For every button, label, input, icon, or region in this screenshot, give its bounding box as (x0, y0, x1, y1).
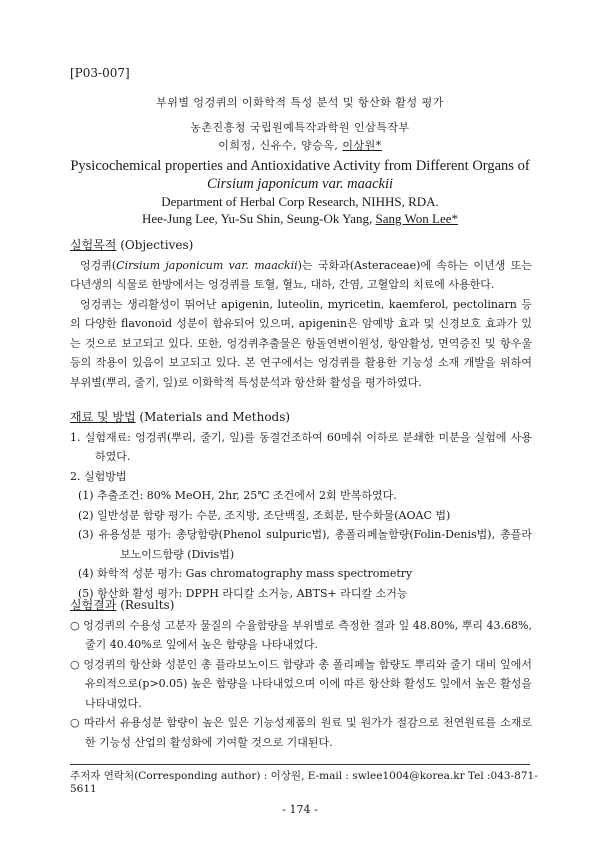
methods-heading-en: (Materials and Methods) (135, 410, 291, 424)
objectives-heading-ko: 실험목적 (70, 238, 117, 252)
english-authors-main: Hee-Jung Lee, Yu-Su Shin, Seung-Ok Yang, (142, 211, 376, 226)
methods-sub-1: (1) 추출조건: 80% MeOH, 2hr, 25℃ 조건에서 2회 반복하였다. (78, 489, 397, 502)
methods-item-2: 2. 실험방법 (70, 469, 127, 483)
results-heading-en: (Results) (116, 598, 175, 612)
korean-authors (0, 137, 600, 153)
poster-code: [P03-007] (70, 66, 130, 80)
korean-affiliation: 농촌진흥청 국립원예특작과학원 인삼특작부 (190, 121, 410, 134)
english-corresponding-author: Sang Won Lee* (375, 211, 458, 226)
results-bullet-1: ○ 엉겅퀴의 수용성 고분자 물질의 수율함량을 부위별로 측정한 결과 잎 48.80%, 뿌리 43.68%, 줄기 40.40%로 잎에서 높은 함량을 나타내었다. (70, 618, 532, 651)
methods-section (70, 408, 532, 603)
methods-sub-5: (5) 항산화 활성 평가: DPPH 라디칼 소거능, ABTS+ 라디칼 소거능 (78, 586, 408, 600)
results-heading-ko: 실험결과 (70, 598, 117, 612)
korean-title: 부위별 엉겅퀴의 이화학적 특성 분석 및 항산화 활성 평가 (156, 96, 444, 109)
english-affiliation: Department of Herbal Corp Research, NIHHS, RDA. (161, 194, 439, 209)
objectives-paragraph-2: 엉겅퀴는 생리활성이 뛰어난 apigenin, luteolin, myricetin, kaemferol, pectolinarn 등의 다양한 flavonoid 성분이 함유되어 있으며, apigenin은 암예방 효과 및 신경보호 효과가 있는 것으로 보고되고 있다. 또한, 엉겅퀴추출물은 항돌연변이원성, 항암활성, 면역증진 및 항우울 등의 작용이 있음이 보고되고 있다. 본 연구에서는 엉겅퀴를 활용한 기능성 소재 개발을 위하여 부위별(뿌리, 줄기, 잎)로 이화학적 특성분석과 항산화 활성을 평가하였다. (70, 297, 532, 389)
results-bullet-3: ○ 따라서 유용성분 함량이 높은 잎은 기능성제품의 원료 및 원가가 절감으로 천연원료를 소재로한 기능성 산업의 활성화에 기여할 것으로 기대된다. (70, 716, 532, 749)
results-heading (70, 596, 532, 616)
corresponding-author-contact: 주저자 연락처(Corresponding author) : 이상원, E-mail : swlee1004@korea.kr Tel :043-871-5611 (70, 770, 538, 795)
results-bullet-2: ○ 엉겅퀴의 항산화 성분인 총 플라보노이드 함량과 총 폴리페놀 함량도 뿌리와 줄기 대비 잎에서 유의적으로(p>0.05) 높은 함량을 나타내었으며 이에 따른 항산화 활성도 잎에서 높은 활성을 나타내었다. (70, 657, 532, 710)
methods-sub-4: (4) 화학적 성분 평가: Gas chromatography mass spectrometry (78, 567, 413, 580)
results-section (70, 596, 532, 752)
english-title-line2: Cirsium japonicum var. maackii (206, 176, 394, 192)
objectives-heading (70, 236, 532, 256)
korean-authors-main: 이희정, 신유수, 양승옥, (218, 139, 343, 152)
objectives-heading-en: (Objectives) (116, 238, 194, 252)
objectives-paragraph-1 (70, 256, 532, 295)
footer-divider (70, 764, 530, 765)
methods-sub-2: (2) 일반성분 함량 평가: 수분, 조지방, 조단백질, 조회분, 탄수화물(AOAC 법) (78, 508, 451, 522)
methods-heading (70, 408, 532, 428)
methods-item-1: 1. 실험재료: 엉겅퀴(뿌리, 줄기, 잎)를 동결건조하여 60메쉬 이하로 분쇄한 미분을 실험에 사용하였다. (70, 430, 532, 463)
methods-heading-ko: 재료 및 방법 (70, 410, 136, 424)
methods-sub-3: (3) 유용성분 평가: 총당함량(Phenol sulpuric법), 총폴리페놀함량(Folin-Denis법), 총플라보노이드함량 (Divis법) (78, 528, 532, 561)
english-authors (0, 211, 600, 227)
species-name: Cirsium japonicum var. maackii (116, 258, 298, 272)
objectives-section (70, 236, 532, 392)
page-number: - 174 - (282, 803, 318, 816)
english-title-line1: Pysicochemical properties and Antioxidative Activity from Different Organs of (70, 158, 530, 174)
objectives-p1-end: )는 국화과(Asteraceae)에 속하는 이년생 또는 다년생의 식물로 한방에서는 엉겅퀴를 토혈, 혈뇨, 대하, 간염, 고혈압의 치료에 사용한다. (70, 258, 532, 291)
objectives-p1-start: 엉겅퀴( (80, 258, 117, 272)
korean-corresponding-author: 이상원* (342, 139, 382, 152)
